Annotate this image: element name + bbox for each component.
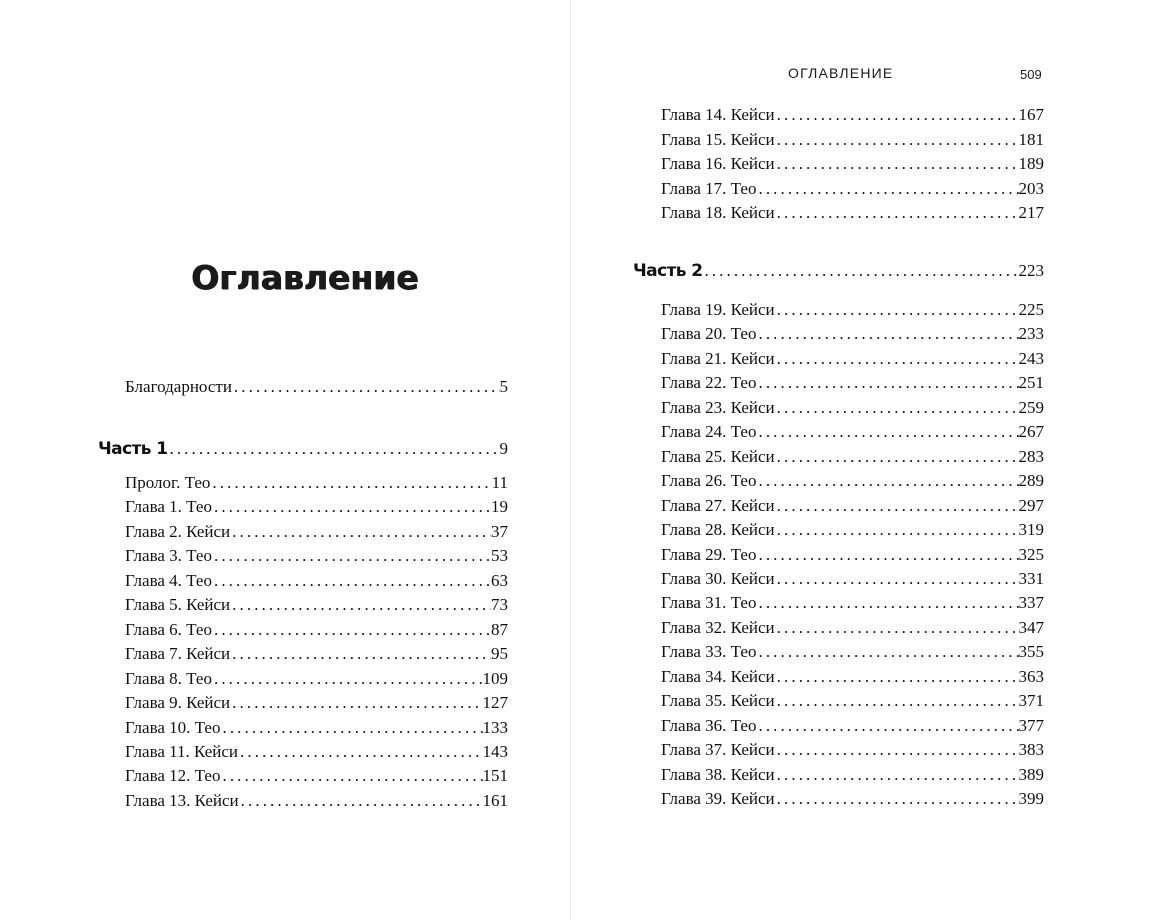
- toc-entry-label: Глава 13. Кейси: [125, 790, 239, 810]
- toc-entry-page: 63: [491, 570, 508, 590]
- toc-entry-label: Глава 20. Тео: [661, 324, 757, 344]
- dot-leader: [775, 103, 1019, 127]
- toc-entry-page: 383: [1018, 740, 1044, 760]
- toc-entry-page: 267: [1018, 422, 1044, 442]
- dot-leader: [775, 738, 1019, 762]
- toc-entry-page: 95: [491, 644, 508, 664]
- dot-leader: [210, 471, 491, 495]
- dot-leader: [220, 716, 482, 740]
- toc-entry-page: 355: [1018, 642, 1044, 662]
- toc-entry-page: 399: [1018, 789, 1044, 808]
- toc-entry: [125, 642, 508, 666]
- toc-entry-label: Глава 30. Кейси: [661, 568, 775, 588]
- toc-entry-page: 181: [1018, 129, 1044, 149]
- dot-leader: [756, 543, 1018, 567]
- toc-entry-page: 337: [1018, 593, 1044, 613]
- toc-entry: [661, 152, 1044, 176]
- toc-entry-page: 325: [1018, 544, 1044, 564]
- dot-leader: [212, 495, 491, 519]
- toc-entry-label: Глава 5. Кейси: [125, 595, 231, 615]
- toc-entry: [661, 787, 1044, 811]
- toc-entry: [661, 177, 1044, 201]
- dot-leader: [775, 347, 1019, 371]
- toc-entry-label: Глава 12. Тео: [125, 766, 221, 786]
- toc-entry: [661, 640, 1044, 664]
- toc-entry-acknowledgements: [125, 375, 508, 399]
- toc-entry-page: 297: [1018, 495, 1044, 515]
- dot-leader: [230, 593, 491, 617]
- dot-leader: [775, 689, 1019, 713]
- dot-leader: [230, 642, 491, 666]
- dot-leader: [239, 789, 483, 813]
- toc-entry-label: Благодарности: [125, 377, 232, 396]
- toc-entry-label: Глава 7. Кейси: [125, 644, 231, 664]
- toc-entry: [661, 689, 1044, 713]
- toc-entry-page: 37: [491, 521, 508, 541]
- part-page: 9: [499, 439, 508, 458]
- dot-leader: [756, 640, 1018, 664]
- toc-entry-label: Пролог. Тео: [125, 473, 211, 492]
- toc-entry-label: Глава 28. Кейси: [661, 520, 775, 540]
- toc-entry: [661, 128, 1044, 152]
- dot-leader: [232, 375, 500, 399]
- toc-entry: [125, 716, 508, 740]
- dot-leader: [756, 469, 1018, 493]
- toc-entry: [661, 616, 1044, 640]
- dot-leader: [220, 764, 482, 788]
- toc-entry-label: Глава 8. Тео: [125, 668, 212, 688]
- toc-entry-page: 251: [1018, 373, 1044, 393]
- toc-entry-page: 167: [1018, 105, 1044, 124]
- toc-entry-label: Глава 3. Тео: [125, 546, 212, 566]
- toc-entry-page: 289: [1018, 471, 1044, 491]
- dot-leader: [775, 665, 1019, 689]
- toc-entry: [661, 714, 1044, 738]
- toc-entry-label: Глава 37. Кейси: [661, 740, 775, 760]
- toc-entry-page: 53: [491, 546, 508, 566]
- dot-leader: [212, 569, 491, 593]
- toc-entry: [125, 544, 508, 568]
- toc-entry-label: Глава 34. Кейси: [661, 666, 775, 686]
- dot-leader: [775, 152, 1019, 176]
- toc-entry-page: 11: [491, 473, 508, 492]
- toc-entry-label: Глава 1. Тео: [125, 497, 212, 517]
- dot-leader: [756, 371, 1018, 395]
- toc-entry: [125, 593, 508, 617]
- toc-entry-label: Глава 14. Кейси: [661, 105, 775, 124]
- toc-entry: [125, 569, 508, 593]
- toc-entry-page: 233: [1018, 324, 1044, 344]
- dot-leader: [238, 740, 482, 764]
- toc-entry: [661, 396, 1044, 420]
- toc-entry-label: Глава 32. Кейси: [661, 617, 775, 637]
- right-page: [571, 0, 1149, 920]
- part-page: 223: [1018, 261, 1044, 280]
- dot-leader: [212, 667, 483, 691]
- toc-entry-page: 189: [1018, 154, 1044, 173]
- toc-entry: [125, 764, 508, 788]
- toc-entry: [661, 469, 1044, 493]
- toc-entry: [125, 740, 508, 764]
- toc-entry-page: 87: [491, 619, 508, 639]
- toc-entry-label: Глава 2. Кейси: [125, 521, 231, 541]
- toc-entry-page: 151: [482, 766, 508, 786]
- part-label: Часть 2: [633, 261, 703, 281]
- toc-entry-page: 347: [1018, 617, 1044, 637]
- dot-leader: [775, 494, 1019, 518]
- toc-entry-label: Глава 26. Тео: [661, 471, 757, 491]
- toc-entry-label: Глава 4. Тео: [125, 570, 212, 590]
- toc-part-1: [98, 437, 508, 461]
- dot-leader: [212, 544, 491, 568]
- dot-leader: [775, 763, 1019, 787]
- toc-entry-label: Глава 22. Тео: [661, 373, 757, 393]
- dot-leader: [775, 128, 1019, 152]
- toc-entry-label: Глава 21. Кейси: [661, 348, 775, 368]
- dot-leader: [775, 396, 1019, 420]
- toc-entry-label: Глава 35. Кейси: [661, 691, 775, 711]
- toc-entry: [661, 298, 1044, 322]
- toc-entry-label: Глава 17. Тео: [661, 178, 757, 198]
- left-page: [0, 0, 570, 920]
- toc-entry: [661, 420, 1044, 444]
- dot-leader: [167, 437, 499, 461]
- toc-entry-page: 143: [482, 741, 508, 761]
- toc-entry: [661, 665, 1044, 689]
- toc-entry-label: Глава 11. Кейси: [125, 741, 239, 761]
- dot-leader: [775, 567, 1019, 591]
- toc-entry-label: Глава 16. Кейси: [661, 154, 775, 173]
- toc-entry-page: 217: [1018, 203, 1044, 222]
- dot-leader: [756, 322, 1018, 346]
- part-label: Часть 1: [98, 439, 168, 459]
- toc-entry-page: 243: [1018, 348, 1044, 368]
- toc-entry-page: 377: [1018, 715, 1044, 735]
- toc-part-2: [633, 259, 1044, 283]
- toc-entry-label: Глава 18. Кейси: [661, 203, 775, 222]
- toc-entry-label: Глава 31. Тео: [661, 593, 757, 613]
- toc-entry-label: Глава 39. Кейси: [661, 789, 775, 808]
- toc-entry: [125, 495, 508, 519]
- toc-entry-page: 19: [491, 497, 508, 517]
- toc-entry-page: 363: [1018, 666, 1044, 686]
- toc-entry-label: Глава 10. Тео: [125, 717, 221, 737]
- toc-entry-page: 127: [482, 693, 508, 713]
- toc-entry-label: Глава 15. Кейси: [661, 129, 775, 149]
- toc-entry: [661, 518, 1044, 542]
- page-number: 509: [1020, 67, 1042, 82]
- dot-leader: [756, 714, 1018, 738]
- toc-entry-page: 259: [1018, 397, 1044, 417]
- dot-leader: [775, 445, 1019, 469]
- toc-entry-label: Глава 36. Тео: [661, 715, 757, 735]
- toc-entry-page: 319: [1018, 520, 1044, 540]
- toc-entry-label: Глава 29. Тео: [661, 544, 757, 564]
- toc-entry: [661, 738, 1044, 762]
- toc-entry-page: 225: [1018, 300, 1044, 319]
- toc-entry-label: Глава 23. Кейси: [661, 397, 775, 417]
- toc-entry-page: 371: [1018, 691, 1044, 711]
- dot-leader: [230, 691, 482, 715]
- toc-entry-page: 283: [1018, 446, 1044, 466]
- toc-entry-page: 109: [482, 668, 508, 688]
- toc-entry: [125, 618, 508, 642]
- toc-entry: [661, 591, 1044, 615]
- running-header: ОГЛАВЛЕНИЕ: [788, 65, 894, 81]
- dot-leader: [775, 616, 1019, 640]
- toc-entry: [125, 667, 508, 691]
- toc-entry-label: Глава 38. Кейси: [661, 764, 775, 784]
- dot-leader: [230, 520, 491, 544]
- toc-entry-page: 331: [1018, 568, 1044, 588]
- toc-entry-label: Глава 19. Кейси: [661, 300, 775, 319]
- toc-entry: [661, 371, 1044, 395]
- toc-entry: [125, 471, 508, 495]
- dot-leader: [702, 259, 1018, 283]
- toc-entry-page: 5: [499, 377, 508, 396]
- dot-leader: [775, 298, 1019, 322]
- toc-entry-label: Глава 27. Кейси: [661, 495, 775, 515]
- dot-leader: [756, 177, 1018, 201]
- page-title: Оглавление: [191, 258, 419, 297]
- dot-leader: [756, 591, 1018, 615]
- toc-entry-label: Глава 9. Кейси: [125, 693, 231, 713]
- toc-entry-label: Глава 24. Тео: [661, 422, 757, 442]
- toc-entry: [125, 520, 508, 544]
- toc-entry: [125, 691, 508, 715]
- toc-entry: [125, 789, 508, 813]
- toc-entry-label: Глава 6. Тео: [125, 619, 212, 639]
- dot-leader: [212, 618, 491, 642]
- dot-leader: [775, 518, 1019, 542]
- toc-entry-page: 389: [1018, 764, 1044, 784]
- toc-entry-page: 133: [482, 717, 508, 737]
- toc-entry: [661, 494, 1044, 518]
- toc-entry: [661, 567, 1044, 591]
- toc-entry: [661, 322, 1044, 346]
- toc-entry: [661, 445, 1044, 469]
- toc-entry-page: 73: [491, 595, 508, 615]
- toc-entry: [661, 543, 1044, 567]
- dot-leader: [775, 787, 1019, 811]
- dot-leader: [756, 420, 1018, 444]
- toc-entry-label: Глава 33. Тео: [661, 642, 757, 662]
- dot-leader: [775, 201, 1019, 225]
- toc-entry: [661, 201, 1044, 225]
- toc-entry-page: 203: [1018, 178, 1044, 198]
- toc-entry: [661, 347, 1044, 371]
- toc-entry-label: Глава 25. Кейси: [661, 446, 775, 466]
- toc-entry-page: 161: [482, 790, 508, 810]
- toc-entry: [661, 763, 1044, 787]
- toc-entry: [661, 103, 1044, 127]
